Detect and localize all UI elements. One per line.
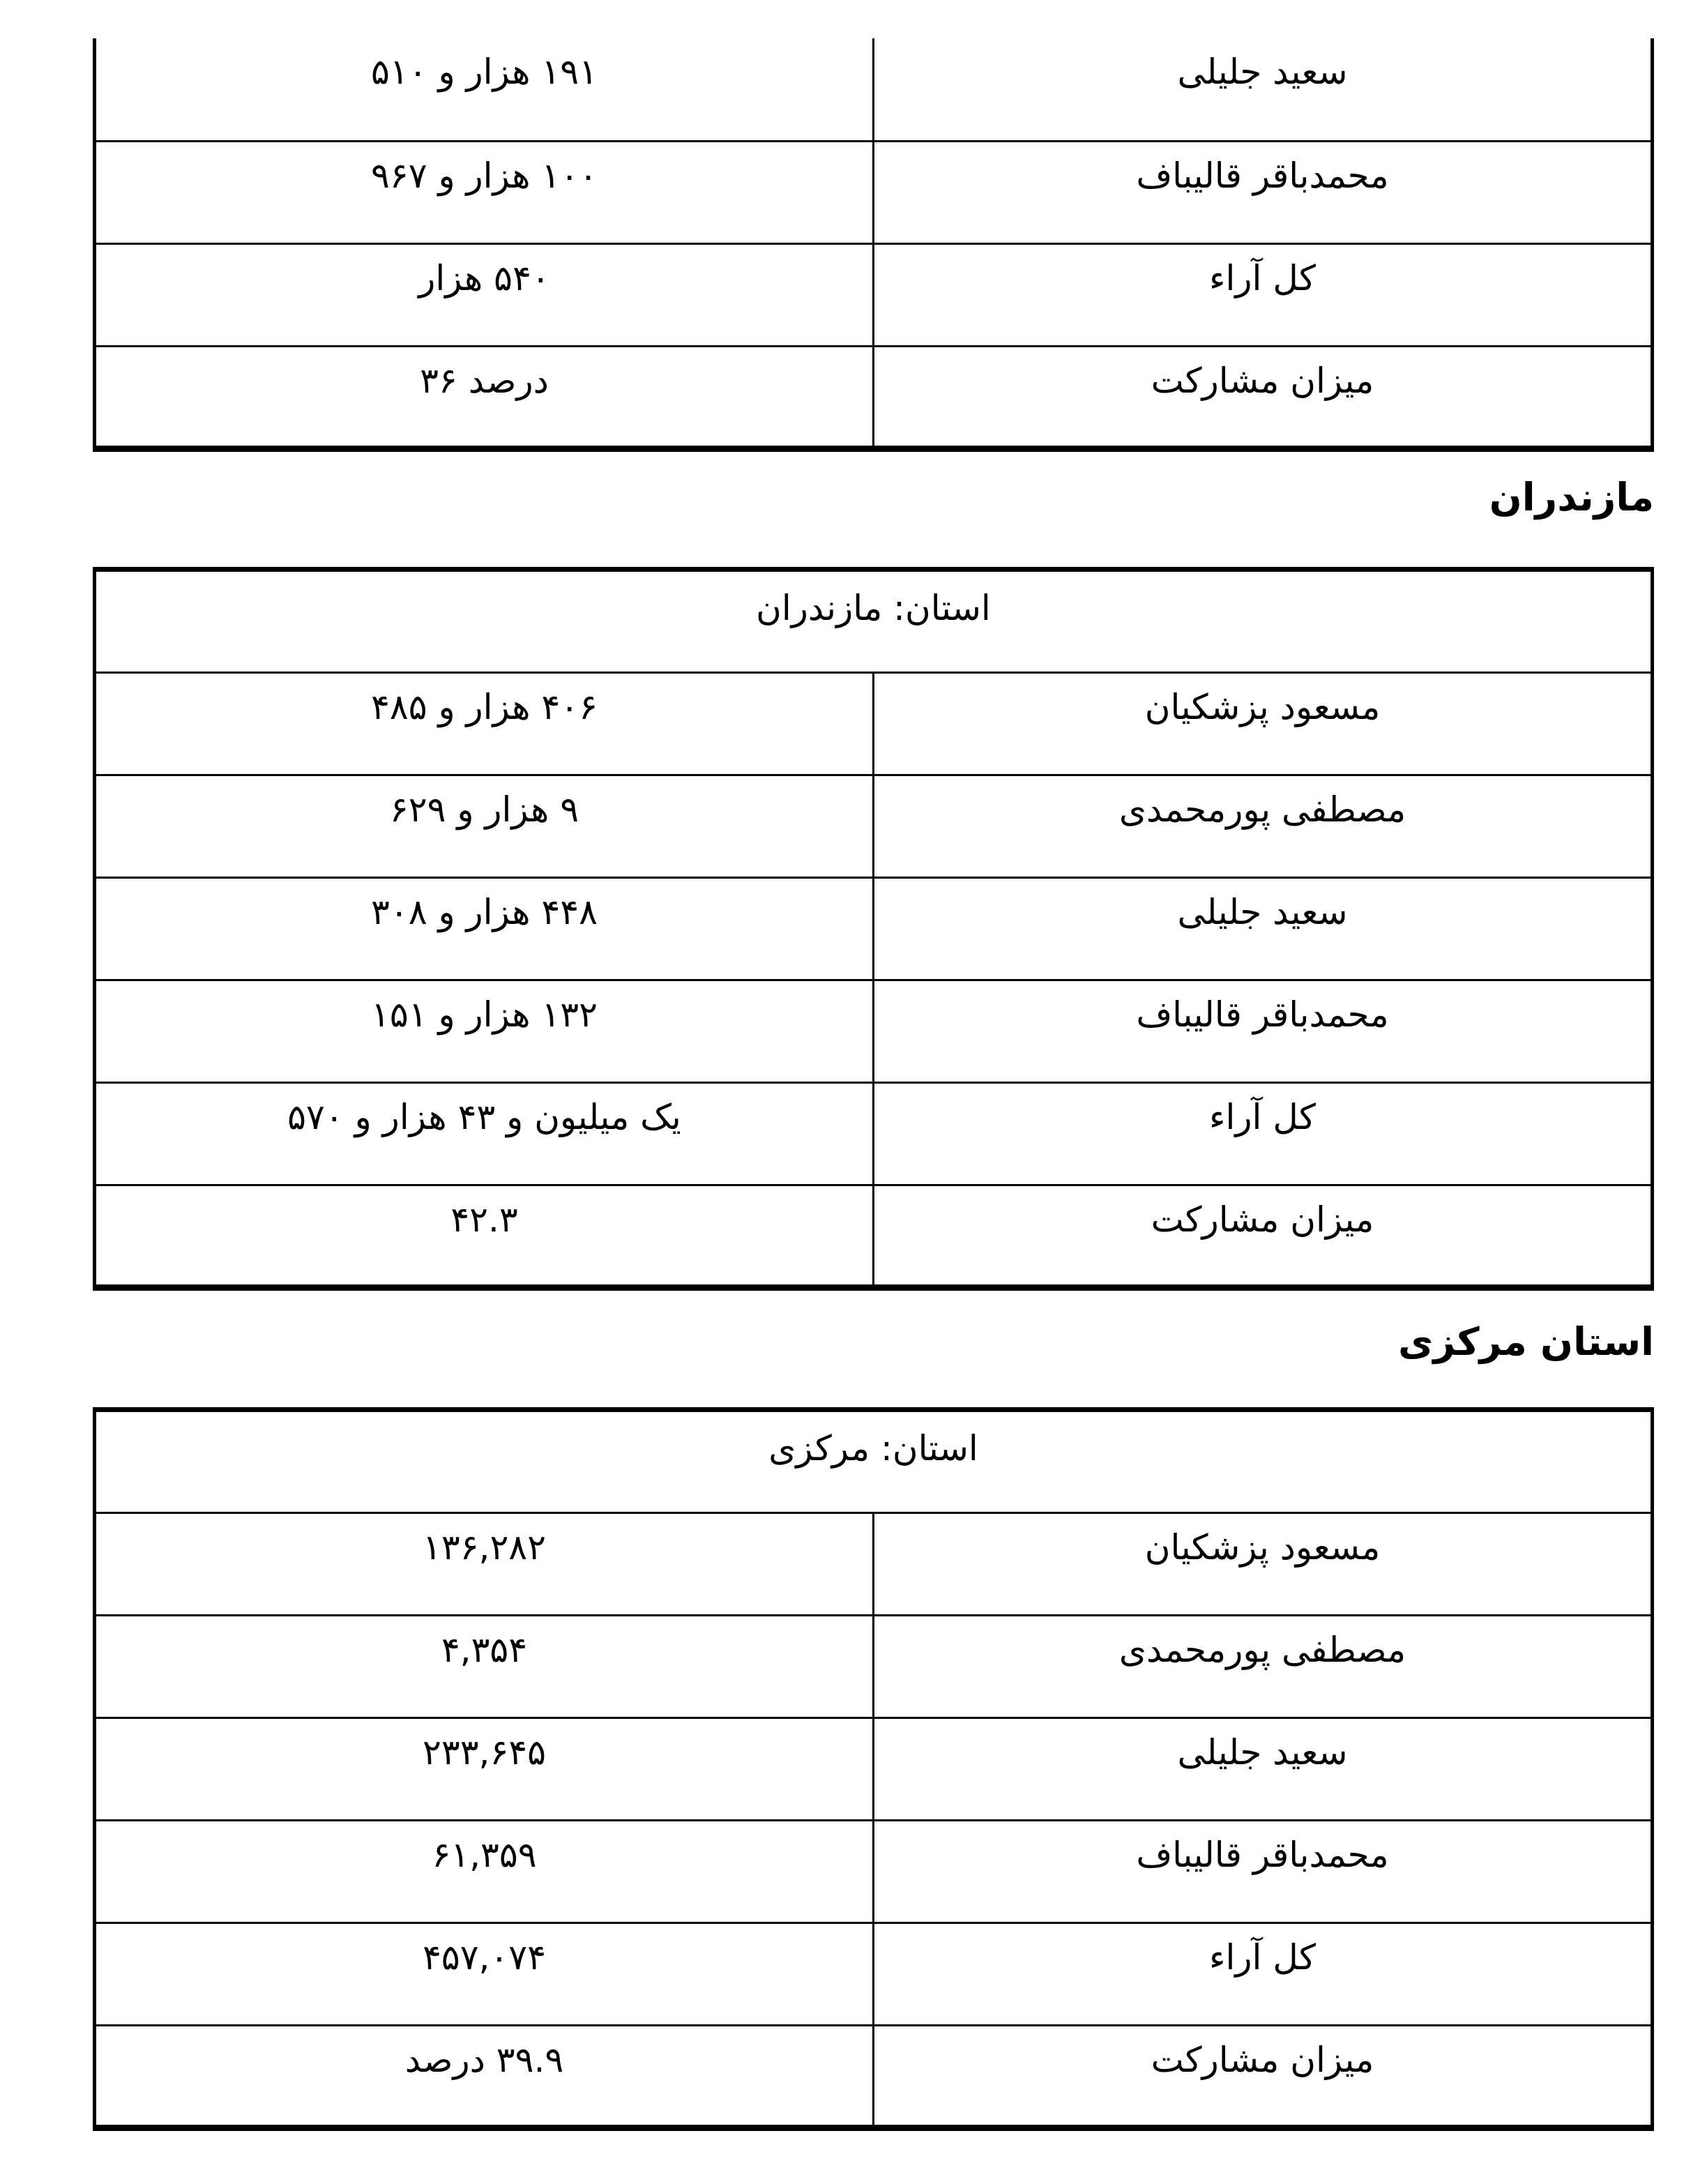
results-table-continued <box>93 38 1654 452</box>
row-value-cell: ۹ هزار و ۶۲۹ <box>95 775 874 877</box>
result-row <box>95 243 1653 346</box>
table-title-cell: استان: مازندران <box>95 569 1653 672</box>
section-heading-markazi: استان مرکزی <box>1397 1319 1654 1364</box>
row-label-cell: محمدباقر قالیباف <box>874 1820 1653 1923</box>
row-value-cell: ۴۲.۳ <box>95 1185 874 1287</box>
table-title-row <box>95 569 1653 672</box>
result-row <box>95 775 1653 877</box>
result-row <box>95 1512 1653 1615</box>
row-label-cell: کل آراء <box>874 1923 1653 2025</box>
row-value-cell: ۱۳۲ هزار و ۱۵۱ <box>95 980 874 1082</box>
row-label-cell: میزان مشارکت <box>874 1185 1653 1287</box>
row-value-cell: ۳۹.۹ درصد <box>95 2025 874 2128</box>
result-row <box>95 1717 1653 1820</box>
row-value-cell: ۱۰۰ هزار و ۹۶۷ <box>95 141 874 243</box>
result-row <box>95 38 1653 141</box>
row-label-cell: مصطفی پورمحمدی <box>874 775 1653 877</box>
row-label-cell: محمدباقر قالیباف <box>874 980 1653 1082</box>
row-value-cell: ۴,۳۵۴ <box>95 1615 874 1717</box>
row-value-cell: درصد ۳۶ <box>95 346 874 448</box>
row-value-cell: ۴۰۶ هزار و ۴۸۵ <box>95 672 874 775</box>
result-row <box>95 1185 1653 1287</box>
result-row <box>95 346 1653 448</box>
table-title-row <box>95 1409 1653 1512</box>
result-row <box>95 1082 1653 1185</box>
row-label-cell: سعید جلیلی <box>874 38 1653 141</box>
row-value-cell: ۶۱,۳۵۹ <box>95 1820 874 1923</box>
result-row <box>95 877 1653 980</box>
row-value-cell: ۴۵۷,۰۷۴ <box>95 1923 874 2025</box>
result-row <box>95 980 1653 1082</box>
row-label-cell: سعید جلیلی <box>874 1717 1653 1820</box>
table-title-cell: استان: مرکزی <box>95 1409 1653 1512</box>
row-label-cell: مسعود پزشکیان <box>874 672 1653 775</box>
row-label-cell: سعید جلیلی <box>874 877 1653 980</box>
results-table-mazandaran <box>93 567 1654 1291</box>
results-table-markazi <box>93 1407 1654 2131</box>
row-value-cell: ۵۴۰ هزار <box>95 243 874 346</box>
row-value-cell: ۲۳۳,۶۴۵ <box>95 1717 874 1820</box>
row-value-cell: ۴۴۸ هزار و ۳۰۸ <box>95 877 874 980</box>
row-value-cell: ۱۳۶,۲۸۲ <box>95 1512 874 1615</box>
result-row <box>95 1923 1653 2025</box>
result-row <box>95 141 1653 243</box>
section-heading-mazandaran: مازندران <box>1489 474 1654 520</box>
row-label-cell: کل آراء <box>874 1082 1653 1185</box>
row-label-cell: میزان مشارکت <box>874 2025 1653 2128</box>
result-row <box>95 2025 1653 2128</box>
row-label-cell: مصطفی پورمحمدی <box>874 1615 1653 1717</box>
result-row <box>95 1615 1653 1717</box>
result-row <box>95 672 1653 775</box>
row-label-cell: کل آراء <box>874 243 1653 346</box>
result-row <box>95 1820 1653 1923</box>
row-value-cell: ۱۹۱ هزار و ۵۱۰ <box>95 38 874 141</box>
row-value-cell: یک میلیون و ۴۳ هزار و ۵۷۰ <box>95 1082 874 1185</box>
row-label-cell: مسعود پزشکیان <box>874 1512 1653 1615</box>
row-label-cell: محمدباقر قالیباف <box>874 141 1653 243</box>
row-label-cell: میزان مشارکت <box>874 346 1653 448</box>
